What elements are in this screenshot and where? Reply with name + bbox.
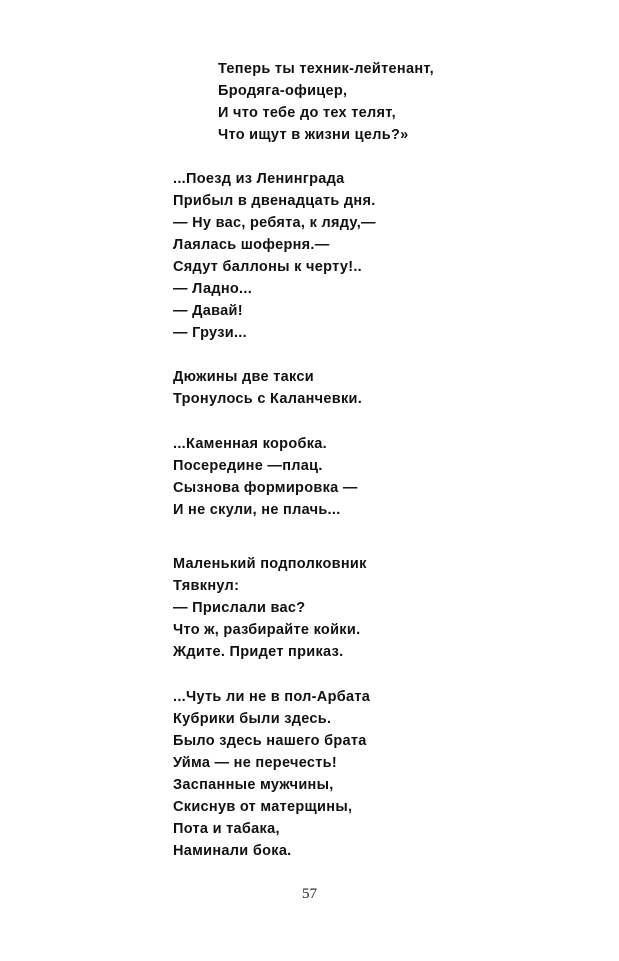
stanza-5 <box>173 553 367 663</box>
poem-line: — Давай! <box>173 303 243 319</box>
poem-line: И что тебе до тех телят, <box>218 105 396 121</box>
poem-line: Посередине —плац. <box>173 458 323 474</box>
poem-line: Было здесь нашего брата <box>173 733 367 749</box>
stanza-1 <box>218 58 434 146</box>
poem-line: ...Чуть ли не в пол-Арбата <box>173 689 371 705</box>
poem-line: Уйма — не перечесть! <box>173 755 337 771</box>
poem-line: Что ж, разбирайте койки. <box>173 622 361 638</box>
poem-line: — Грузи... <box>173 325 247 341</box>
poem-line: Лаялась шоферня.— <box>173 237 330 253</box>
poem-line: Тявкнул: <box>173 578 240 594</box>
stanza-4 <box>173 433 358 521</box>
poem-line: Заспанные мужчины, <box>173 777 334 793</box>
poem-line: И не скули, не плачь... <box>173 502 341 518</box>
poem-line: ...Каменная коробка. <box>173 436 327 452</box>
stanza-3 <box>173 366 362 410</box>
poem-line: Пота и табака, <box>173 821 280 837</box>
poem-line: Тронулось с Каланчевки. <box>173 391 363 407</box>
poem-line: Скиснув от матерщины, <box>173 799 353 815</box>
poem-line: Что ищут в жизни цель?» <box>218 127 409 143</box>
poem-line: — Прислали вас? <box>173 600 306 616</box>
poem-line: Прибыл в двенадцать дня. <box>173 193 376 209</box>
poem-line: Бродяга-офицер, <box>218 83 348 99</box>
page-number: 57 <box>302 886 317 902</box>
poem-line: Ждите. Придет приказ. <box>173 644 344 660</box>
poem-line: Наминали бока. <box>173 843 292 859</box>
poem-line: — Ну вас, ребята, к ляду,— <box>173 215 376 231</box>
poem-line: Кубрики были здесь. <box>173 711 332 727</box>
poem-line: Сызнова формировка — <box>173 480 358 496</box>
poem-line: Дюжины две такси <box>173 369 314 385</box>
stanza-6 <box>173 686 370 862</box>
poem-line: ...Поезд из Ленинграда <box>173 171 345 187</box>
poem-line: Маленький подполковник <box>173 556 367 572</box>
stanza-2 <box>173 168 376 344</box>
poem-line: — Ладно... <box>173 281 253 297</box>
poem-line: Теперь ты техник-лейтенант, <box>218 61 435 77</box>
poem-line: Сядут баллоны к черту!.. <box>173 259 363 275</box>
